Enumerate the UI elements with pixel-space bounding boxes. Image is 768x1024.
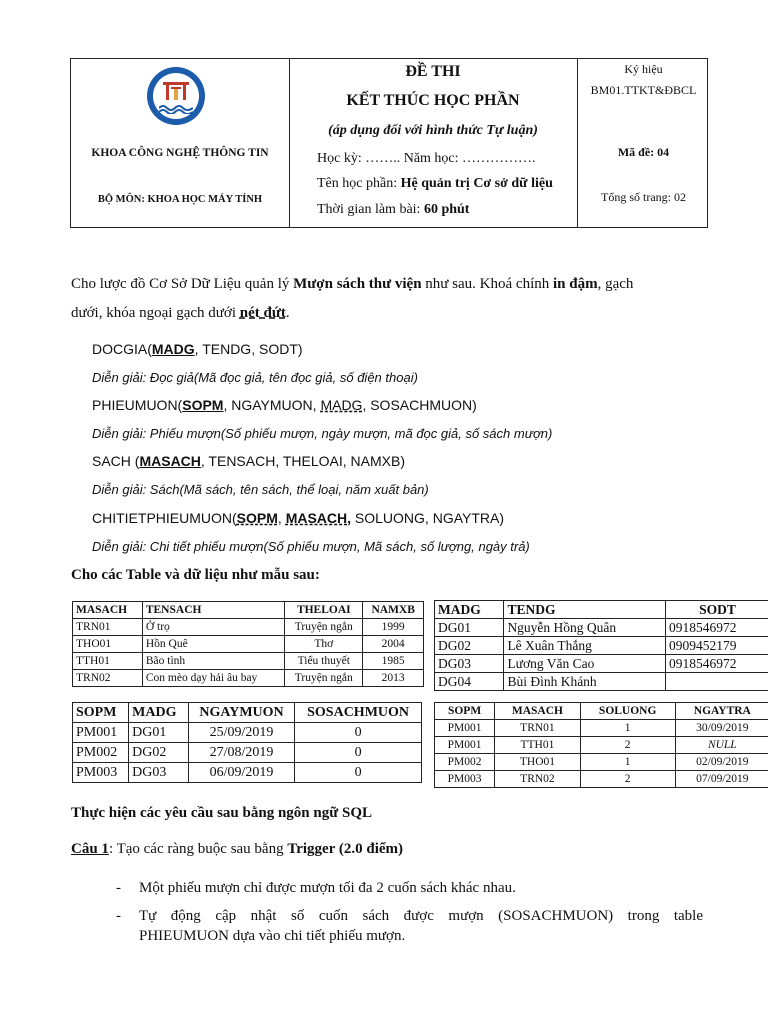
col-header: SOSACHMUON	[295, 703, 422, 723]
schema-sach-note: Diễn giải: Sách(Mã sách, tên sách, thể loại, năm xuất bản)	[92, 482, 429, 497]
schema-chitiet: CHITIETPHIEUMUON(SOPM, MASACH, SOLUONG, NGAYTRA)	[92, 510, 505, 526]
table-row: PM001 TTH01 2 NULL	[435, 737, 768, 754]
exam-subtitle: KẾT THÚC HỌC PHẦN	[346, 92, 520, 109]
table-row: DG04 Bùi Đình Khánh	[435, 673, 768, 691]
table-chitietphieumuon	[434, 702, 768, 788]
table-row: PM001 TRN01 1 30/09/2019	[435, 720, 768, 737]
bullet-dash: -	[116, 880, 121, 896]
col-header: NGAYTRA	[675, 703, 768, 720]
table-row: TRN01 Ở trọ Truyện ngắn 1999	[73, 619, 424, 636]
col-header: TENDG	[504, 601, 666, 619]
time-line: Thời gian làm bài: 60 phút	[317, 202, 470, 217]
schema-sach: SACH (MASACH, TENSACH, THELOAI, NAMXB)	[92, 453, 405, 469]
schema-docgia-note: Diễn giải: Đọc giả(Mã đọc giả, tên đọc giả, số điện thoại)	[92, 370, 418, 385]
table-docgia	[434, 600, 768, 691]
schema-docgia: DOCGIA(MADG, TENDG, SODT)	[92, 341, 303, 357]
table-row: THO01 Hồn Quê Thơ 2004	[73, 636, 424, 653]
table-row: PM001 DG01 25/09/2019 0	[73, 723, 422, 743]
total-pages: Tổng số trang: 02	[601, 190, 686, 204]
table-row: DG02 Lê Xuân Thắng 0909452179	[435, 637, 768, 655]
table-row: PM002 THO01 1 02/09/2019	[435, 754, 768, 771]
col-header: THELOAI	[285, 602, 363, 619]
symbol-label: Ký hiệu	[624, 62, 663, 76]
col-header: MASACH	[73, 602, 143, 619]
table-row: DG03 Lương Văn Cao 0918546972	[435, 655, 768, 673]
intro-line-1: Cho lược đồ Cơ Sở Dữ Liệu quản lý Mượn sách thư viện như sau. Khoá chính in đậm, gạch	[71, 276, 634, 292]
faculty-name: KHOA CÔNG NGHỆ THÔNG TIN	[91, 147, 269, 159]
table-row: PM003 TRN02 2 07/09/2019	[435, 771, 768, 788]
symbol-value: BM01.TTKT&ĐBCL	[590, 83, 697, 97]
semester-line: Học kỳ: …….. Năm học: …………….	[317, 151, 536, 166]
sql-heading: Thực hiện các yêu cầu sau bằng ngôn ngữ SQL	[71, 805, 372, 821]
col-header: NGAYMUON	[188, 703, 294, 723]
bullet-dash: -	[116, 908, 121, 924]
exam-form-note: (áp dụng đối với hình thức Tự luận)	[328, 123, 538, 138]
tables-heading: Cho các Table và dữ liệu như mẫu sau:	[71, 567, 320, 583]
department-name: BỘ MÔN: KHOA HỌC MÁY TÍNH	[97, 194, 263, 205]
table-sach	[72, 601, 424, 687]
exam-title: ĐỀ THI	[405, 63, 461, 80]
header-right-cell	[577, 59, 709, 227]
question-1: Câu 1: Tạo các ràng buộc sau bằng Trigger (2.0 điểm)	[71, 841, 404, 857]
table-row: TTH01 Bão tình Tiểu thuyết 1985	[73, 653, 424, 670]
table-row: TRN02 Con mèo dạy hải âu bay Truyện ngắn 2013	[73, 670, 424, 687]
intro-line-2: dưới, khóa ngoại gạch dưới nét đứt.	[71, 305, 290, 321]
table-row: PM003 DG03 06/09/2019 0	[73, 763, 422, 783]
col-header: SODT	[665, 601, 768, 619]
col-header: SOPM	[435, 703, 495, 720]
university-seal-logo	[147, 67, 205, 125]
col-header: MADG	[129, 703, 189, 723]
col-header: SOPM	[73, 703, 129, 723]
course-line: Tên học phần: Hệ quản trị Cơ sở dữ liệu	[317, 176, 553, 191]
schema-phieumuon: PHIEUMUON(SOPM, NGAYMUON, MADG, SOSACHMUON)	[92, 397, 477, 413]
col-header: SOLUONG	[580, 703, 675, 720]
col-header: TENSACH	[142, 602, 284, 619]
schema-phieumuon-note: Diễn giải: Phiếu mượn(Số phiếu mượn, ngày mượn, mã đọc giả, số sách mượn)	[92, 426, 553, 441]
exam-header	[70, 58, 708, 228]
exam-code: Mã đề: 04	[617, 145, 670, 159]
question-1-item-2-line-2: PHIEUMUON dựa vào chi tiết phiếu mượn.	[139, 928, 406, 944]
schema-chitiet-note: Diễn giải: Chi tiết phiếu mượn(Số phiếu mượn, Mã sách, số lượng, ngày trả)	[92, 539, 530, 554]
table-phieumuon	[72, 702, 422, 783]
table-row: DG01 Nguyễn Hồng Quân 0918546972	[435, 619, 768, 637]
header-left-cell	[71, 59, 290, 227]
question-1-item-2-line-1: Tự động cập nhật số cuốn sách được mượn (SOSACHMUON) trong table	[139, 908, 703, 924]
table-row: PM002 DG02 27/08/2019 0	[73, 743, 422, 763]
col-header: MADG	[435, 601, 504, 619]
question-1-item-1: Một phiếu mượn chỉ được mượn tối đa 2 cuốn sách khác nhau.	[139, 880, 516, 896]
col-header: NAMXB	[363, 602, 424, 619]
col-header: MASACH	[495, 703, 581, 720]
